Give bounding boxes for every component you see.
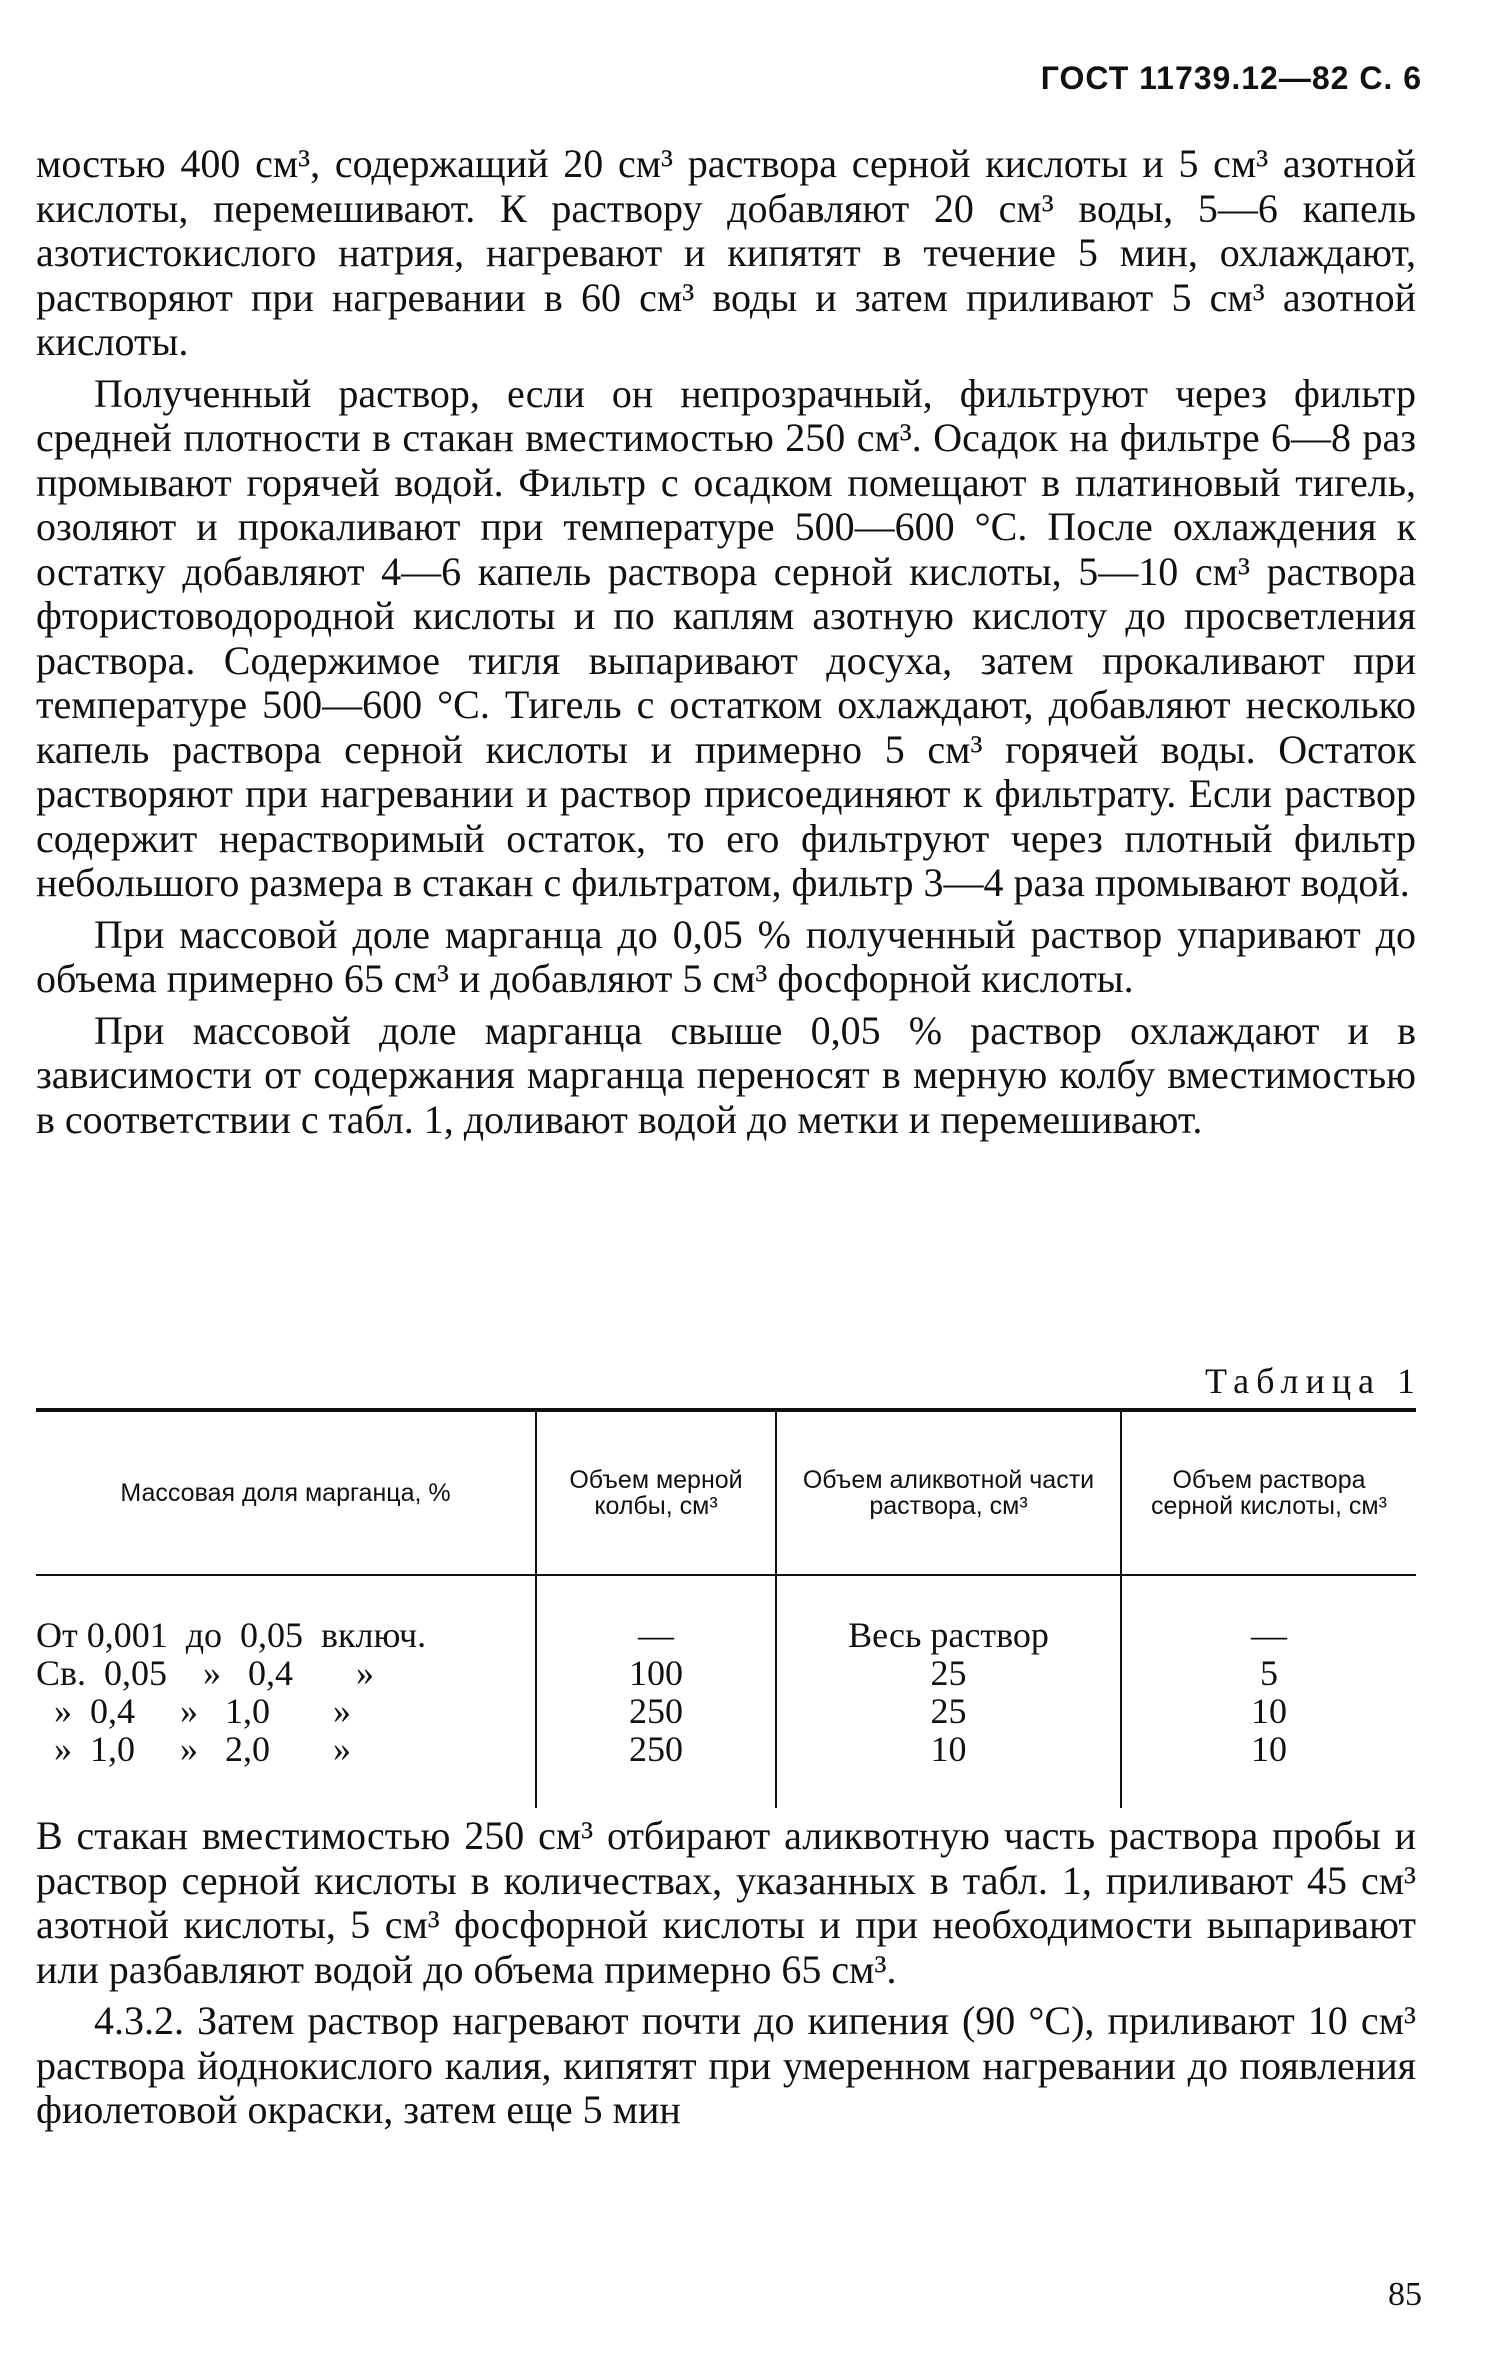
body-text-continued bbox=[36, 1814, 1416, 2133]
table-row bbox=[36, 1575, 1416, 1654]
table-cell: 250 bbox=[536, 1692, 776, 1730]
table-header-cell: Объем раствора серной кислоты, см³ bbox=[1121, 1410, 1416, 1575]
table-cell: 25 bbox=[776, 1692, 1121, 1730]
table-row bbox=[36, 1730, 1416, 1808]
table-cell: Св. 0,05 » 0,4 » bbox=[36, 1653, 375, 1693]
table-cell: » 0,4 » 1,0 » bbox=[36, 1691, 351, 1731]
table-cell: 5 bbox=[1121, 1654, 1416, 1692]
table-cell: 100 bbox=[536, 1654, 776, 1692]
table-cell: От 0,001 до 0,05 включ. bbox=[36, 1615, 427, 1655]
body-text bbox=[36, 142, 1416, 1142]
table-cell: 25 bbox=[776, 1654, 1121, 1692]
table-header-cell: Объем мерной колбы, см³ bbox=[536, 1410, 776, 1575]
paragraph: При массовой доле марганца до 0,05 % полученный раствор упаривают до объема примерно 65 см³ и добавляют 5 см³ фосфорной кислоты. bbox=[36, 911, 1416, 1001]
table-cell: — bbox=[1121, 1575, 1416, 1654]
table-cell: 250 bbox=[536, 1730, 776, 1808]
table-header-cell: Массовая доля марганца, % bbox=[36, 1410, 536, 1575]
table-cell: — bbox=[536, 1575, 776, 1654]
paragraph: мостью 400 см³, содержащий 20 см³ раствора серной кислоты и 5 см³ азотной кислоты, перемешивают. К раствору добавляют 20 см³ воды, 5—6 капель азотистокислого натрия, нагревают и кипятят в течение 5 мин, охлаждают, растворяют при нагревании в 60 см³ воды и затем приливают 5 см³ азотной кислоты. bbox=[36, 141, 1416, 364]
table-header-row bbox=[36, 1410, 1416, 1575]
table-header-cell: Объем аликвотной части раствора, см³ bbox=[776, 1410, 1121, 1575]
manganese-table bbox=[36, 1408, 1416, 1808]
table-row bbox=[36, 1692, 1416, 1730]
table-cell: » 1,0 » 2,0 » bbox=[36, 1729, 351, 1769]
paragraph: В стакан вместимостью 250 см³ отбирают аликвотную часть раствора пробы и раствор серной кислоты в количествах, указанных в табл. 1, приливают 45 см³ азотной кислоты, 5 см³ фосфорной кислоты и при необходимости выпаривают или разбавляют водой до объема примерно 65 см³. bbox=[36, 1813, 1416, 1992]
table-cell: 10 bbox=[776, 1730, 1121, 1808]
page-header: ГОСТ 11739.12—82 С. 6 bbox=[1040, 60, 1422, 96]
table-cell: 10 bbox=[1121, 1730, 1416, 1808]
page-number: 85 bbox=[1388, 2276, 1422, 2313]
table-cell: Весь раствор bbox=[776, 1575, 1121, 1654]
paragraph: При массовой доле марганца свыше 0,05 % раствор охлаждают и в зависимости от содержания марганца переносят в мерную колбу вместимостью в соответствии с табл. 1, доливают водой до метки и перемешивают. bbox=[36, 1007, 1416, 1142]
paragraph: Полученный раствор, если он непрозрачный, фильтруют через фильтр средней плотности в стакан вместимостью 250 см³. Осадок на фильтре 6—8 раз промывают горячей водой. Фильтр с осадком помещают в платиновый тигель, озоляют и прокаливают при температуре 500—600 °С. После охлаждения к остатку добавляют 4—6 капель раствора серной кислоты, 5—10 см³ раствора фтористоводородной кислоты и по каплям азотную кислоту до просветления раствора. Содержимое тигля выпаривают досуха, затем прокаливают при температуре 500—600 °С. Тигель с остатком охлаждают, добавляют несколько капель раствора серной кислоты и примерно 5 см³ горячей воды. Остаток растворяют при нагревании и раствор присоединяют к фильтрату. Если раствор содержит нерастворимый остаток, то его фильтруют через плотный фильтр небольшого размера в стакан с фильтратом, фильтр 3—4 раза промывают водой. bbox=[36, 370, 1416, 905]
table-cell: 10 bbox=[1121, 1692, 1416, 1730]
paragraph: 4.3.2. Затем раствор нагревают почти до кипения (90 °С), приливают 10 см³ раствора йоднокислого калия, кипятят при умеренном нагревании до появления фиолетовой окраски, затем еще 5 мин bbox=[36, 1998, 1416, 2132]
table-row bbox=[36, 1654, 1416, 1692]
table-caption: Таблица 1 bbox=[1205, 1361, 1422, 1401]
